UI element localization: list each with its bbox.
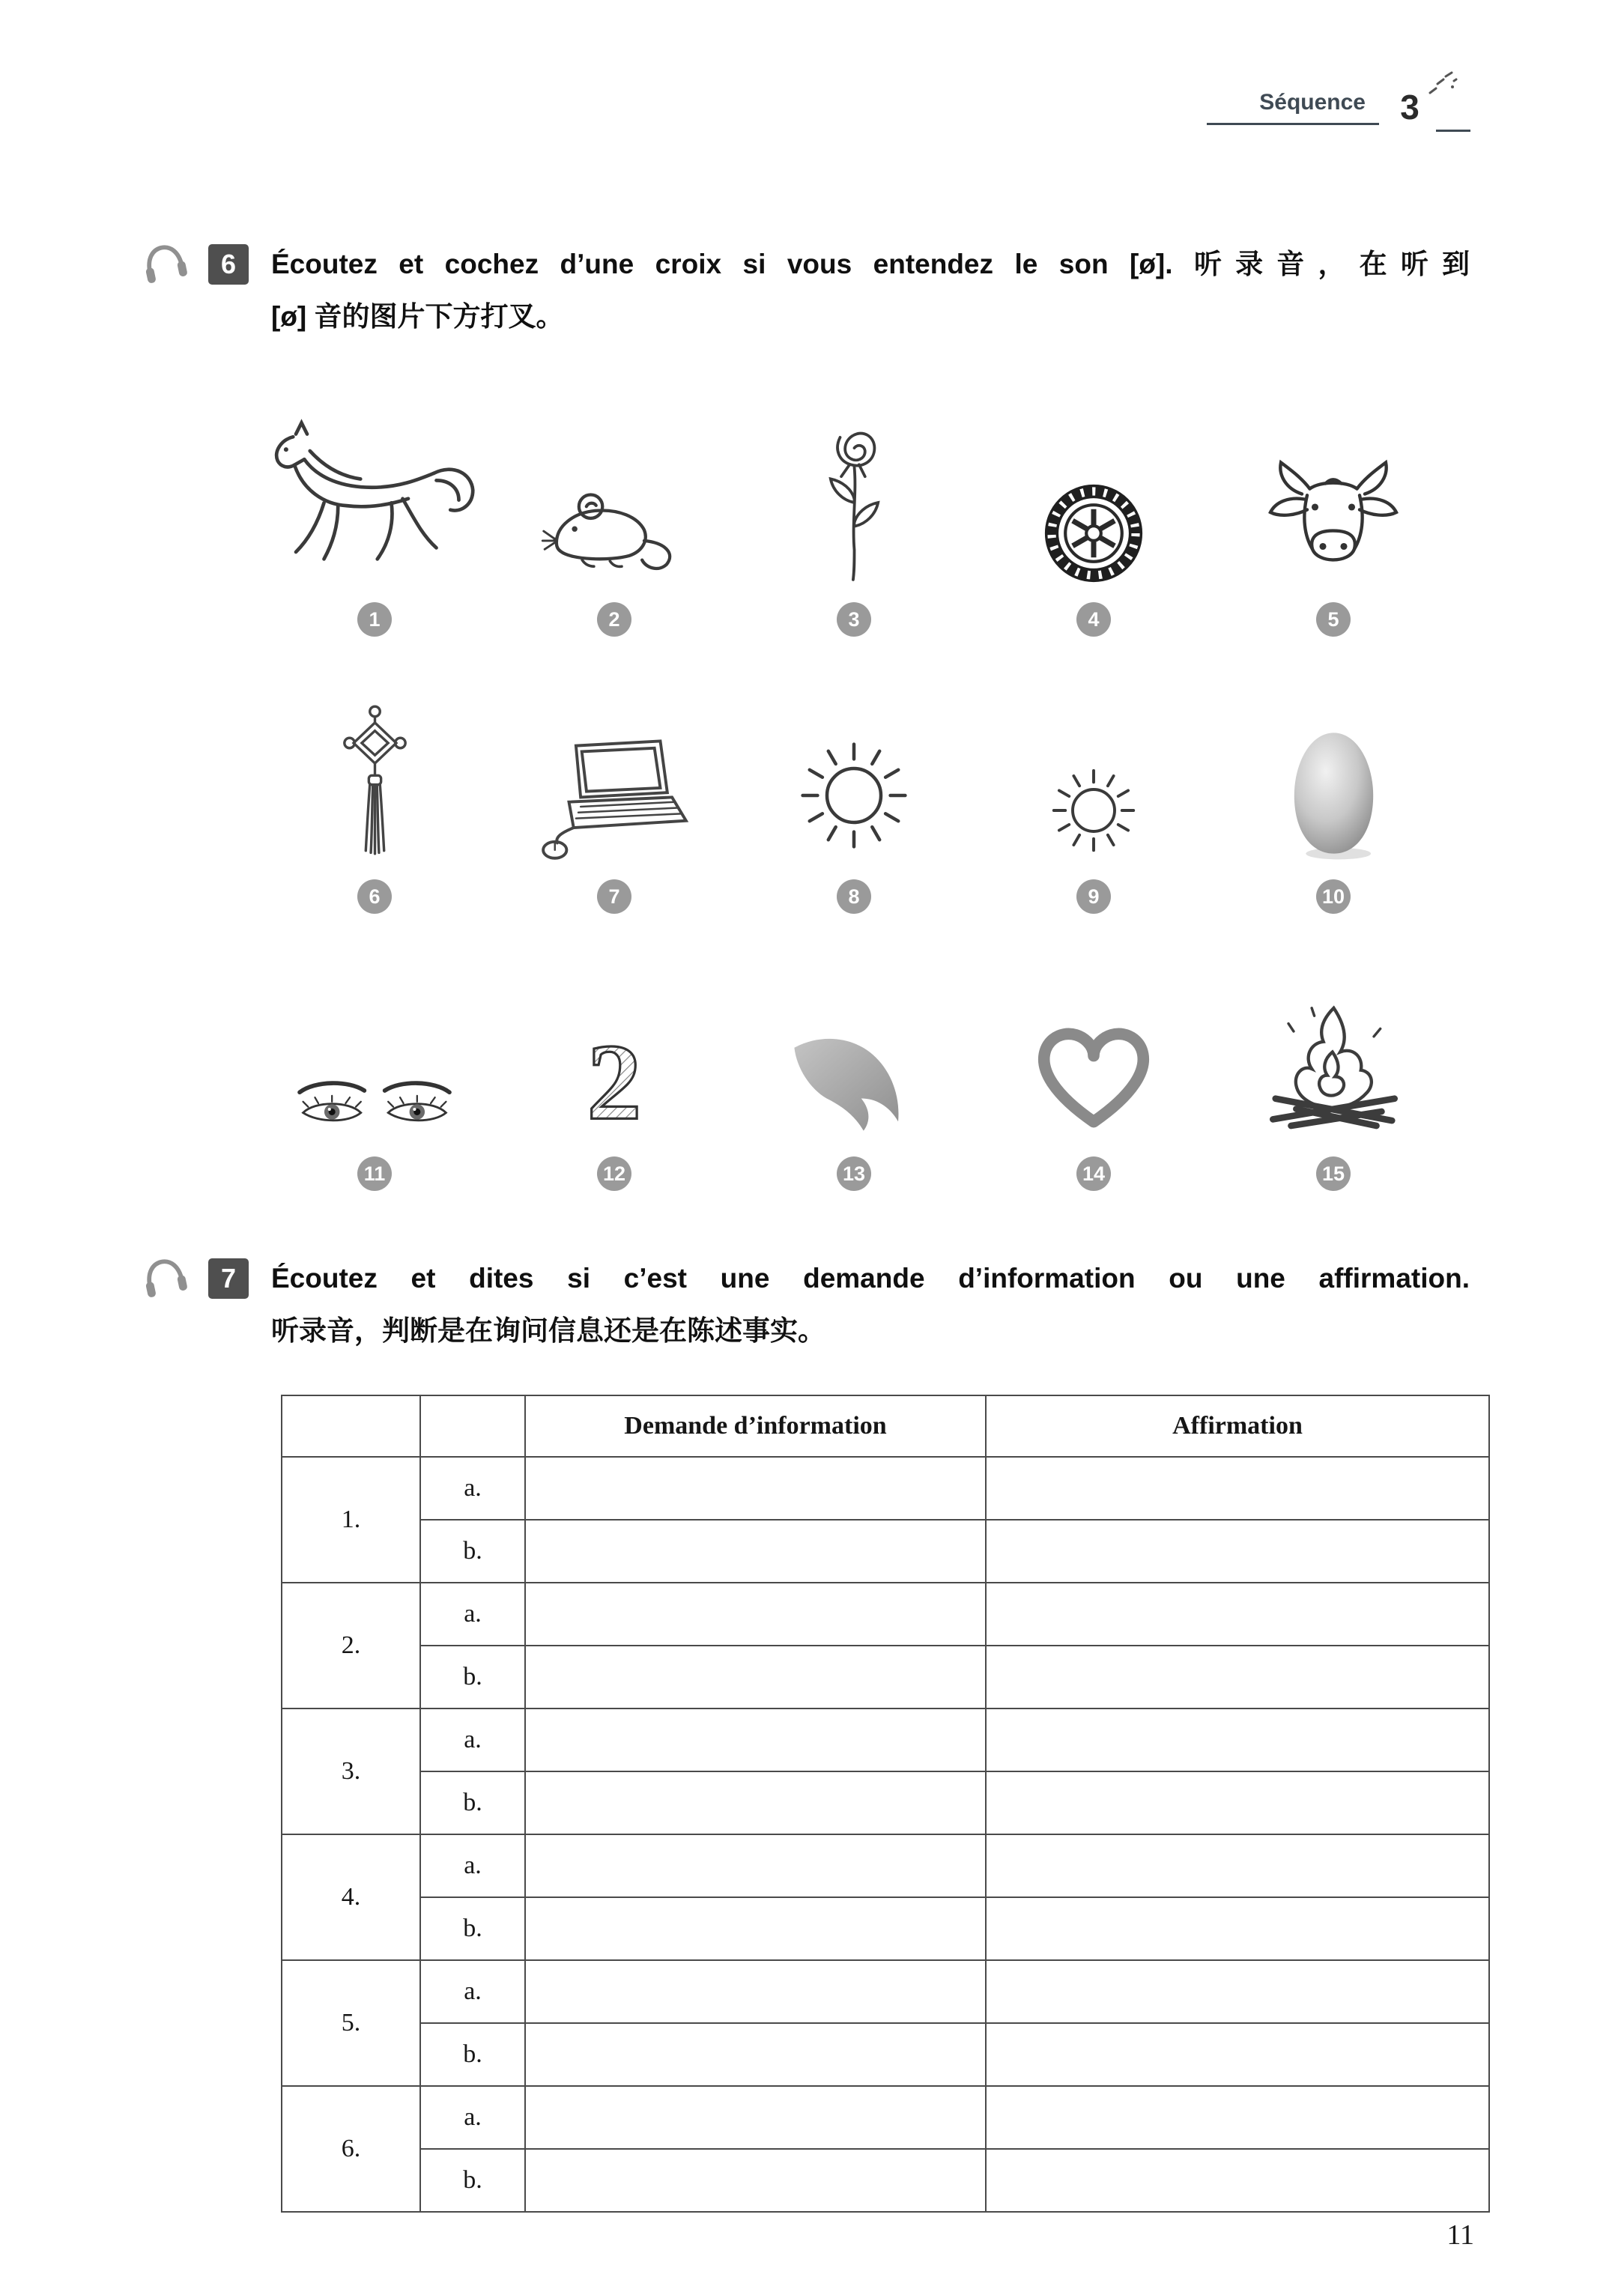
answer-cell-affirmation	[986, 2086, 1489, 2149]
row-letter: b.	[420, 1771, 525, 1834]
answer-cell-demande	[525, 1771, 986, 1834]
sun-icon	[787, 728, 921, 863]
item-number-badge: 5	[1316, 602, 1351, 637]
tire-icon	[1041, 481, 1146, 586]
sun-small-icon	[1041, 758, 1146, 863]
table-row	[282, 2149, 1489, 2212]
item-number-badge: 2	[597, 602, 631, 637]
row-number: 6.	[282, 2086, 420, 2212]
answer-cell-affirmation	[986, 1897, 1489, 1960]
grid-item-1	[255, 389, 494, 637]
row-letter: a.	[420, 1583, 525, 1646]
exercise7-instruction	[271, 1252, 1470, 1357]
answer-cell-affirmation	[986, 1520, 1489, 1583]
row-number: 2.	[282, 1583, 420, 1709]
item-number-badge: 15	[1316, 1156, 1351, 1191]
heart-icon	[1022, 1010, 1165, 1140]
mouse-icon	[539, 479, 689, 586]
answer-cell-demande	[525, 2149, 986, 2212]
grid-item-15	[1214, 944, 1453, 1191]
sparkle-icon	[1425, 70, 1458, 100]
row-letter: b.	[420, 2149, 525, 2212]
bonfire-icon	[1249, 998, 1418, 1140]
row-number: 1.	[282, 1457, 420, 1583]
row-letter: a.	[420, 1960, 525, 2023]
sequence-label: Séquence	[1207, 90, 1379, 125]
answer-cell-demande	[525, 1834, 986, 1897]
chinese-knot-icon	[339, 700, 410, 863]
table-row	[282, 1897, 1489, 1960]
header-demande: Demande d’information	[525, 1395, 986, 1457]
answer-cell-demande	[525, 1583, 986, 1646]
row-letter: a.	[420, 1457, 525, 1520]
item-number-badge: 10	[1316, 879, 1351, 914]
answer-cell-demande	[525, 2023, 986, 2086]
answer-cell-demande	[525, 2086, 986, 2149]
item-number-badge: 11	[357, 1156, 392, 1191]
exercise6-instruction	[271, 238, 1470, 343]
sequence-header	[1207, 81, 1470, 133]
grid-item-8	[734, 667, 974, 914]
row-number: 3.	[282, 1709, 420, 1834]
row-letter: b.	[420, 1646, 525, 1709]
row-letter: b.	[420, 1520, 525, 1583]
eyes-icon	[281, 1072, 468, 1140]
table-row	[282, 1709, 1489, 1771]
item-number-badge: 3	[837, 602, 871, 637]
grid-item-7	[494, 667, 734, 914]
item-number-badge: 1	[357, 602, 392, 637]
sequence-number-circle	[1384, 81, 1436, 133]
item-number-badge: 9	[1076, 879, 1111, 914]
header-affirmation: Affirmation	[986, 1395, 1489, 1457]
row-letter: b.	[420, 2023, 525, 2086]
exercise7-header	[141, 1252, 1470, 1357]
grid-item-13	[734, 944, 974, 1191]
exercise7-number-badge: 7	[208, 1258, 249, 1299]
answer-cell-affirmation	[986, 1457, 1489, 1520]
number-two-icon	[566, 1023, 663, 1140]
answer-cell-demande	[525, 1897, 986, 1960]
fox-tail-icon	[785, 1025, 924, 1140]
item-number-badge: 13	[837, 1156, 871, 1191]
table-row	[282, 1520, 1489, 1583]
grid-item-12	[494, 944, 734, 1191]
header-empty-letter	[420, 1395, 525, 1457]
answer-cell-affirmation	[986, 1960, 1489, 2023]
row-number: 4.	[282, 1834, 420, 1960]
answer-cell-affirmation	[986, 1709, 1489, 1771]
grid-item-2	[494, 389, 734, 637]
table-row	[282, 1583, 1489, 1646]
page-number: 11	[1446, 2219, 1474, 2251]
row-letter: a.	[420, 2086, 525, 2149]
answer-cell-demande	[525, 1457, 986, 1520]
answer-cell-affirmation	[986, 1583, 1489, 1646]
rose-icon	[819, 419, 890, 586]
table-row	[282, 2023, 1489, 2086]
header-empty-number	[282, 1395, 420, 1457]
sequence-number: 3	[1400, 88, 1420, 127]
answer-cell-affirmation	[986, 1834, 1489, 1897]
answer-cell-affirmation	[986, 1771, 1489, 1834]
answer-cell-demande	[525, 1520, 986, 1583]
item-number-badge: 4	[1076, 602, 1111, 637]
table-row	[282, 1771, 1489, 1834]
answer-cell-demande	[525, 1960, 986, 2023]
item-number-badge: 7	[597, 879, 631, 914]
grid-item-5	[1214, 389, 1453, 637]
table-header-row	[282, 1395, 1489, 1457]
answer-cell-affirmation	[986, 2149, 1489, 2212]
exercise6-instruction-line2: [ø] 音的图片下方打叉。	[271, 301, 564, 332]
grid-item-11	[255, 944, 494, 1191]
row-number: 5.	[282, 1960, 420, 2086]
table-row	[282, 2086, 1489, 2149]
exercise7-instruction-line2: 听录音，判断是在询问信息还是在陈述事实。	[271, 1315, 825, 1346]
item-number-badge: 6	[357, 879, 392, 914]
table-row	[282, 1457, 1489, 1520]
row-letter: a.	[420, 1834, 525, 1897]
exercise7-instruction-line1: Écoutez et dites si c’est une demande d’information ou une affirmation.	[271, 1263, 1470, 1294]
answer-cell-demande	[525, 1646, 986, 1709]
row-letter: a.	[420, 1709, 525, 1771]
horse-icon	[262, 417, 487, 586]
exercise6-picture-grid	[255, 389, 1453, 1191]
table-row	[282, 1960, 1489, 2023]
item-number-badge: 8	[837, 879, 871, 914]
grid-item-9	[974, 667, 1214, 914]
row-letter: b.	[420, 1897, 525, 1960]
exercise6-instruction-line1: Écoutez et cochez d’une croix si vous entendez le son [ø]. 听录音，在听到	[271, 249, 1470, 279]
grid-item-14	[974, 944, 1214, 1191]
grid-item-4	[974, 389, 1214, 637]
cow-icon	[1255, 455, 1412, 586]
item-number-badge: 14	[1076, 1156, 1111, 1191]
laptop-icon	[527, 734, 703, 863]
grid-item-3	[734, 389, 974, 637]
headphones-icon	[136, 1249, 193, 1306]
exercise7-table	[281, 1395, 1490, 2213]
answer-cell-affirmation	[986, 1646, 1489, 1709]
egg-icon	[1276, 724, 1392, 863]
item-number-badge: 12	[597, 1156, 631, 1191]
grid-item-6	[255, 667, 494, 914]
exercise6-header	[141, 238, 1470, 343]
table-row	[282, 1646, 1489, 1709]
grid-item-10	[1214, 667, 1453, 914]
answer-cell-affirmation	[986, 2023, 1489, 2086]
exercise6-number-badge: 6	[208, 244, 249, 285]
svg-text:2: 2	[587, 1023, 642, 1140]
table-row	[282, 1834, 1489, 1897]
answer-cell-demande	[525, 1709, 986, 1771]
header-rule	[1436, 130, 1470, 132]
headphones-icon	[136, 235, 193, 292]
